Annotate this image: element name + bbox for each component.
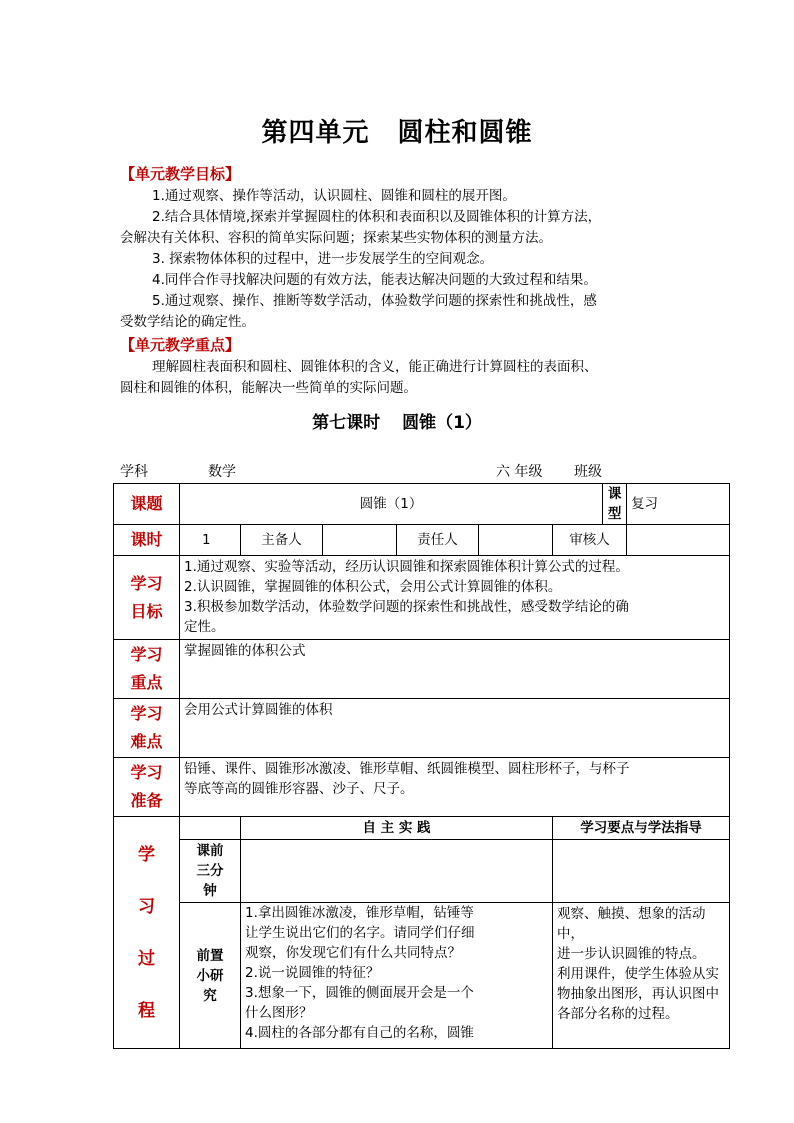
unit-keypoints-heading: 【单元教学重点】 <box>120 336 241 354</box>
type-value: 复习 <box>627 484 730 525</box>
table-row <box>114 640 730 699</box>
topic-value: 圆锥（1） <box>180 484 603 525</box>
hours-value: 1 <box>180 525 241 556</box>
table-row <box>114 758 730 817</box>
empty-header-cell <box>180 817 241 840</box>
goal-line: 会解决有关体积、容积的简单实际问题；探索某些实物体积的测量方法。 <box>120 230 552 246</box>
responsible-value <box>479 525 553 556</box>
goal-label: 学习 目标 <box>114 556 180 640</box>
table-row <box>114 699 730 758</box>
reviewer-value <box>627 525 730 556</box>
unit-title: 第四单元 圆柱和圆锥 <box>261 118 533 148</box>
key-label: 学习 重点 <box>114 640 180 699</box>
pre-class-practice <box>241 840 553 903</box>
lesson-plan-table <box>113 483 730 1049</box>
pre-study-practice: 1.拿出圆锥冰激凌，锥形草帽，钻锤等 让学生说出它们的名字。请同学们仔细 观察，你发现它们有什么共同特点？ 2.说一说圆锥的特征？ 3.想象一下，圆锥的侧面展开会是一个 什么图形？ 4.圆柱的各部分都有自己的名称，圆锥 <box>241 903 553 1049</box>
responsible-label: 责任人 <box>397 525 479 556</box>
table-row <box>114 817 730 840</box>
hours-label: 课时 <box>114 525 180 556</box>
preparer-label: 主备人 <box>241 525 323 556</box>
topic-label: 课题 <box>114 484 180 525</box>
pre-class-label: 课前 三分 钟 <box>180 840 241 903</box>
practice-column-header: 自 主 实 践 <box>241 817 553 840</box>
preparation-content: 铅锤、课件、圆锥形冰激凌、锥形草帽、纸圆锥模型、圆柱形杯子，与杯子 等底等高的圆锥形容器、沙子、尺子。 <box>180 758 730 817</box>
subject-value: 数学 <box>208 464 236 480</box>
pre-study-label: 前置 小研 究 <box>180 903 241 1049</box>
table-row <box>114 556 730 640</box>
lesson-title: 第七课时 圆锥（1） <box>312 413 482 433</box>
goal-line: 5.通过观察、操作、推断等数学活动，体验数学问题的探索性和挑战性，感 <box>152 293 597 309</box>
goal-line: 2.结合具体情境,探索并掌握圆柱的体积和表面积以及圆锥体积的计算方法， <box>152 209 602 225</box>
goal-line: 3. 探索物体体积的过程中，进一步发展学生的空间观念。 <box>152 251 494 267</box>
pre-class-guidance <box>553 840 730 903</box>
key-content: 掌握圆锥的体积公式 <box>180 640 730 699</box>
pre-study-guidance: 观察、触摸、想象的活动中， 进一步认识圆锥的特点。 利用课件，使学生体验从实 物抽象出图形，再认识图中 各部分名称的过程。 <box>553 903 730 1049</box>
goal-line: 1.通过观察、操作等活动，认识圆柱、圆锥和圆柱的展开图。 <box>152 188 516 204</box>
type-label: 课型 <box>603 484 627 525</box>
table-row <box>114 484 730 525</box>
keypoint-line: 圆柱和圆锥的体积，能解决一些简单的实际问题。 <box>120 380 417 396</box>
goal-line: 受数学结论的确定性。 <box>120 314 255 330</box>
process-label: 学 习 过 程 <box>114 817 180 1049</box>
reviewer-label: 审核人 <box>553 525 627 556</box>
class-label: 班级 <box>574 464 602 480</box>
table-row <box>114 525 730 556</box>
preparation-label: 学习 准备 <box>114 758 180 817</box>
grade-value: 六 年级 <box>496 464 543 480</box>
goal-content: 1.通过观察、实验等活动，经历认识圆锥和探索圆锥体积计算公式的过程。 2.认识圆锥，掌握圆锥的体积公式，会用公式计算圆锥的体积。 3.积极参加数学活动，体验数学问题的探索性和挑战性，感受数学结论的确 定性。 <box>180 556 730 640</box>
goal-line: 4.同伴合作寻找解决问题的有效方法，能表达解决问题的大致过程和结果。 <box>152 272 597 288</box>
difficulty-content: 会用公式计算圆锥的体积 <box>180 699 730 758</box>
guidance-column-header: 学习要点与学法指导 <box>553 817 730 840</box>
table-row <box>114 840 730 903</box>
keypoint-line: 理解圆柱表面积和圆柱、圆锥体积的含义，能正确进行计算圆柱的表面积、 <box>152 359 598 375</box>
difficulty-label: 学习 难点 <box>114 699 180 758</box>
unit-goals-heading: 【单元教学目标】 <box>120 165 241 183</box>
subject-label: 学科 <box>120 464 148 480</box>
preparer-value <box>323 525 397 556</box>
table-row <box>114 903 730 1049</box>
